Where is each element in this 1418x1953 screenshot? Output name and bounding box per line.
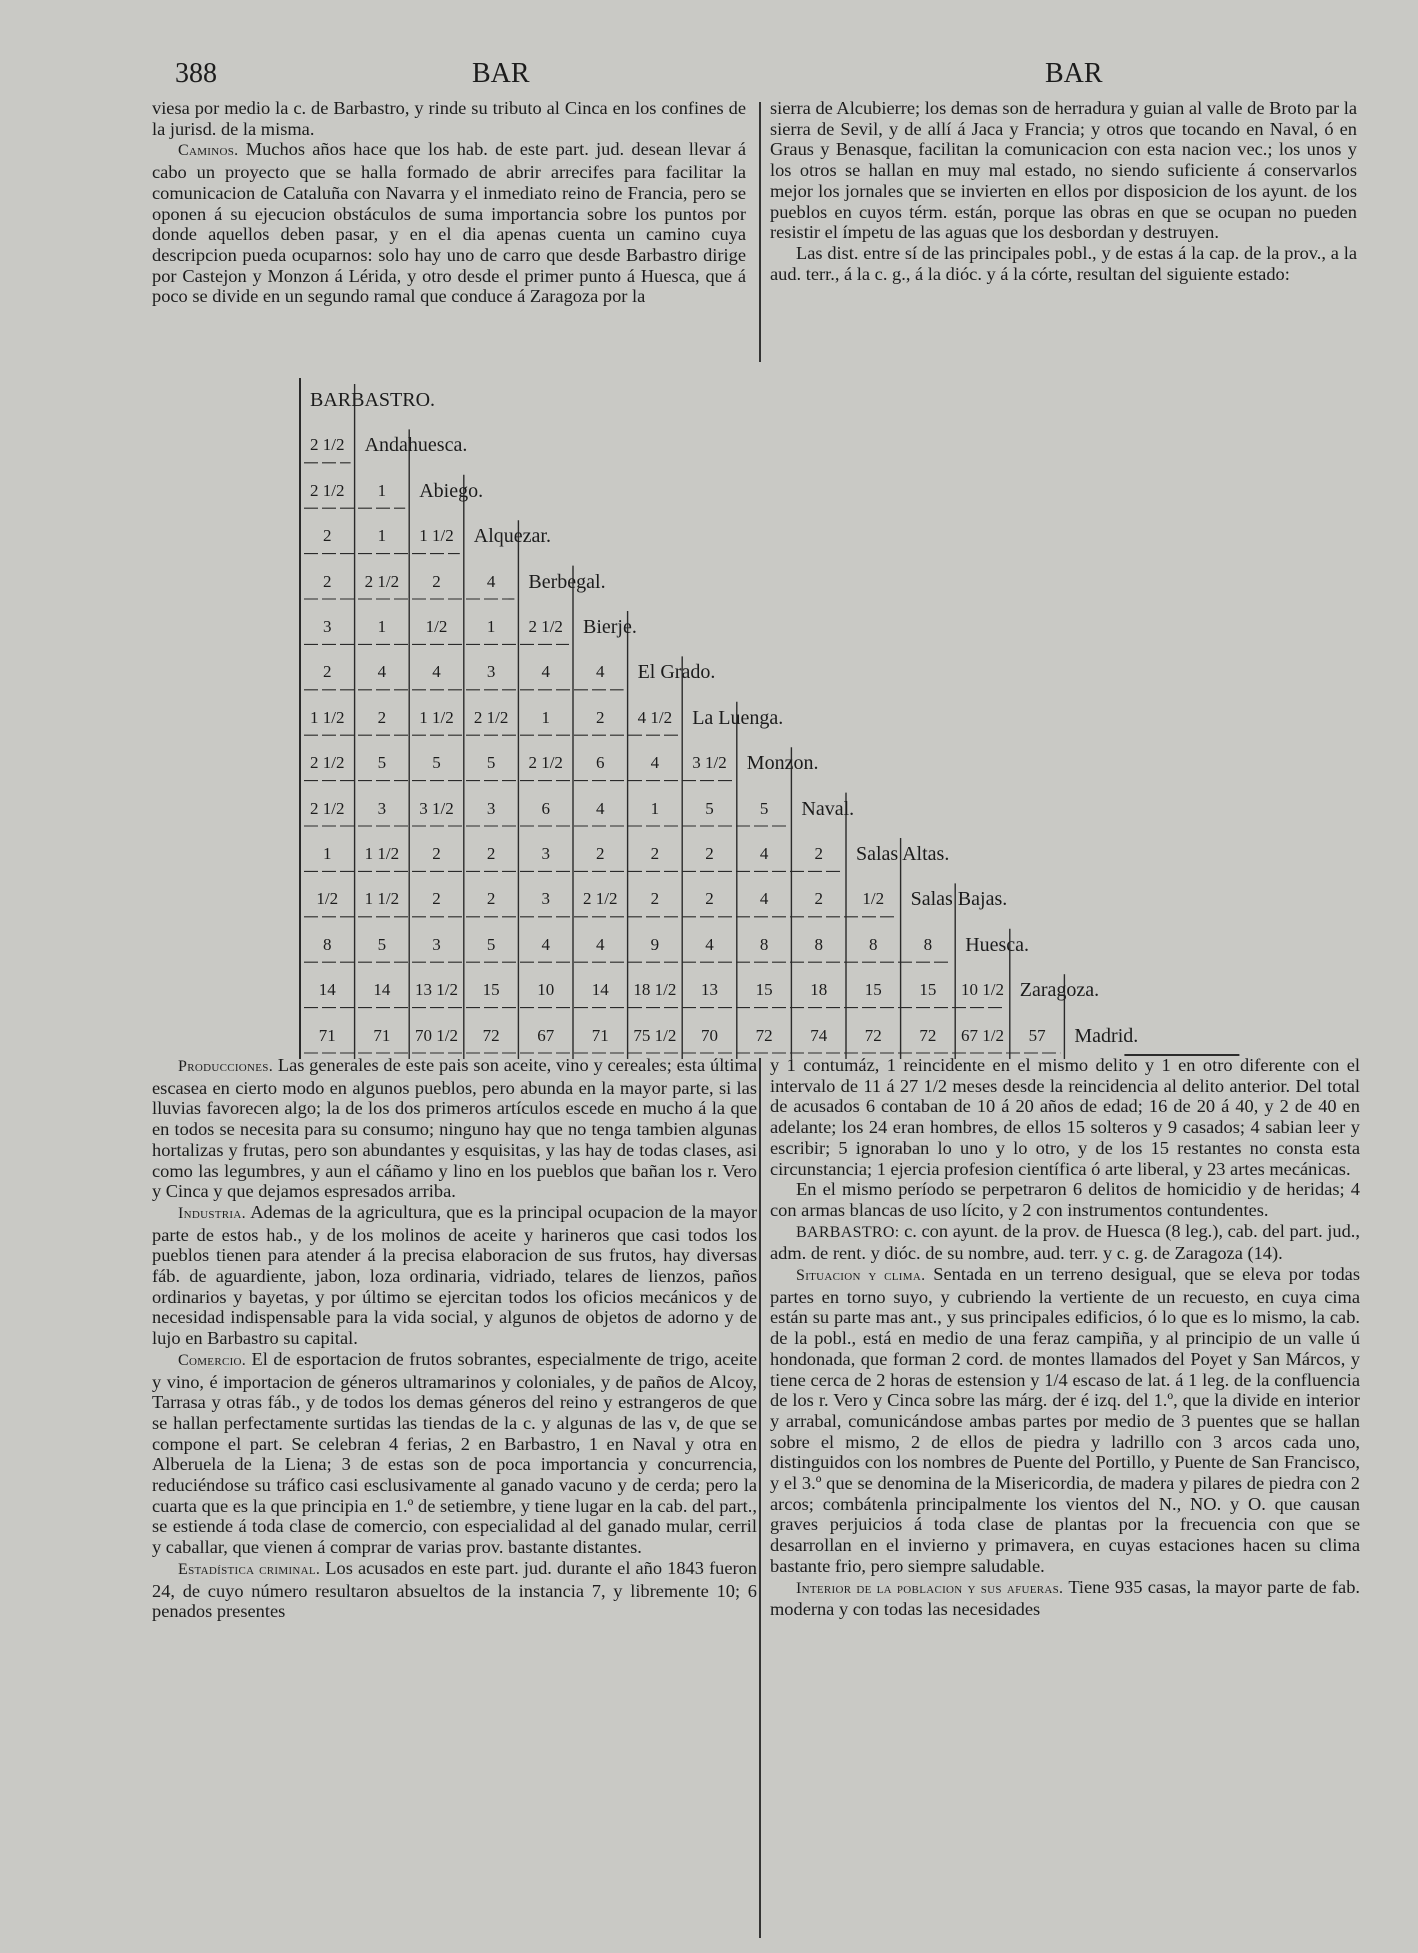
distance-cell: 2 (814, 844, 823, 863)
distance-cell: 15 (919, 980, 937, 1000)
distance-cell: 14 (373, 980, 391, 1000)
section-heading: Estadística criminal. (178, 1560, 321, 1578)
distance-cell: 6 (596, 753, 605, 773)
paragraph-text: Muchos años hace que los hab. de este part. jud. desean llevar á cabo un proyecto que se halla formado de abrir arrecifes para facilitar la comunicacion de Cataluña con Navarra y el inmediato reino de Francia, pero se oponen á su ejecucion obstáculos de suma importancia sobre los puntos por donde aquellos deben pasar, y en el dia apenas cuenta un camino cuya descripcion pueda ocuparnos: solo hay uno de carro que desde Barbastro dirige por Castejon y Monzon á Lérida, y otro desde el primer punto á Huesca, que á poco se divide en un segundo ramal que conduce á Zaragoza por la (152, 139, 746, 307)
distance-cell: 2 (650, 889, 660, 909)
distance-cell: 1 1/2 (364, 889, 400, 909)
distance-cell: 2 1/2 (528, 617, 563, 636)
distance-cell: 4 (596, 934, 605, 954)
distance-cell: 3 (432, 934, 441, 954)
text-column-3 (152, 1055, 757, 1622)
distance-cell: 2 1/2 (528, 753, 563, 773)
distance-cell: 8 (759, 934, 769, 954)
distance-cell: 72 (755, 1025, 773, 1045)
header-left-title: BAR (472, 58, 530, 89)
distance-cell: 1 (650, 798, 660, 818)
distance-cell: 75 1/2 (633, 1025, 677, 1045)
distance-cell: 2 1/2 (310, 480, 345, 500)
distance-cell: 2 (596, 707, 605, 727)
distance-cell: 4 (759, 844, 769, 863)
header-right-title: BAR (1045, 58, 1103, 89)
distance-cell: 4 (541, 934, 550, 954)
distance-cell: 4 (650, 753, 660, 773)
paragraph (770, 1179, 1360, 1220)
paragraph-text: Las generales de este pais son aceite, vino y cereales; esta última escasea en cierto modo en algunos pueblos, pero abunda en la mayor parte, si las lluvias favorecen algo; la de los dos primeros artículos escede en mucho á la que en todos se necesita para su consumo; ninguno hay que no tenga tambien algunas hortalizas y frutas, pero son abundantes y esquisitas, y las hay de todas clases, asi como las legumbres, y aun el cáñamo y lino en los pueblos que bañan los r. Vero y Cinca y que dejamos espresados arriba. (152, 1055, 757, 1202)
paragraph-text: c. con ayunt. de la prov. de Huesca (8 leg.), cab. del part. jud., adm. de rent. y dióc. de su nombre, aud. terr. y c. g. de Zaragoza (14). (770, 1220, 1360, 1264)
distance-cell: 5 (486, 753, 496, 773)
paragraph (152, 1202, 757, 1349)
distance-cell: 3 (377, 798, 387, 818)
distance-cell: 14 (591, 980, 609, 1000)
distance-cell: 8 (814, 934, 823, 954)
distance-cell: 18 1/2 (633, 980, 677, 1000)
distance-cell: 3 (486, 662, 496, 682)
town-label: Salas Bajas. (910, 888, 1008, 911)
distance-cell: 2 (323, 662, 332, 682)
distance-cell: 3 1/2 (692, 753, 727, 773)
distance-cell: 13 1/2 (414, 980, 458, 1000)
town-label: Huesca. (965, 933, 1030, 956)
section-heading: Caminos. (178, 142, 239, 160)
distance-cell: 3 1/2 (419, 798, 454, 818)
distance-cell: 15 (755, 980, 773, 1000)
section-heading: Comercio. (178, 1351, 247, 1369)
paragraph (152, 1055, 757, 1202)
town-label: Berbegal. (528, 570, 606, 593)
distance-cell: 71 (591, 1025, 609, 1045)
distance-cell: 1 (377, 617, 387, 636)
distance-cell: 4 (596, 798, 605, 818)
distance-cell: 2 (650, 844, 660, 863)
distance-cell: 1 (541, 707, 550, 727)
section-heading: Industria. (178, 1204, 246, 1222)
distance-cell: 2 (377, 707, 387, 727)
distance-cell: 2 (486, 889, 496, 909)
paragraph (770, 1221, 1360, 1264)
distance-cell: 2 1/2 (310, 435, 345, 455)
distance-cell: 3 (541, 844, 550, 863)
town-label: Abiego. (419, 479, 484, 502)
paragraph-text: viesa por medio la c. de Barbastro, y rinde su tributo al Cinca en los confines de la jurisd. de la misma. (152, 98, 746, 139)
paragraph-text: Las dist. entre sí de las principales pobl., y de estas á la cap. de la prov., a la aud. terr., á la c. g., á la dióc. y á la córte, resultan del siguiente estado: (770, 242, 1357, 284)
paragraph-text: Ademas de la agricultura, que es la principal ocupacion de la mayor parte de estos hab., y de los molinos de aceite y harineros que casi todos los pueblos tienen para atender á la precisa elaboracion de sus frutos, hay diversas fáb. de aguardiente, jabon, loza ordinaria, vidriado, telares de lienzos, paños ordinarios y bayetas, y por último se ejercitan todos los oficios mecánicos y de necesidad indispensable para la vida social, y algunos de objetos de adorno y de lujo en Barbastro su capital. (152, 1201, 757, 1349)
paragraph (770, 1577, 1360, 1620)
distance-cell: 2 (432, 889, 441, 909)
distance-cell: 8 (923, 934, 933, 954)
distance-cell: 5 (377, 753, 387, 773)
distance-cell: 4 (759, 889, 769, 909)
distance-cell: 4 (705, 934, 714, 954)
paragraph-text: El de esportacion de frutos sobrantes, especialmente de trigo, aceite y vino, é importacion de géneros ultramarinos y coloniales, y de paños de Alcoy, Tarrasa y otras fáb., y de todos los demas géneros del reino y estrangeros de que se hallan perfectamente surtidas las tiendas de la c. y algunas de las v, de que se compone el part. Se celebran 4 ferias, 2 en Barbastro, 1 en Naval y otra en Alberuela de la Liena; 3 de estas son de poca importancia y concurrencia, reduciéndose su tráfico casi esclusivamente al ganado vacuno y de cerda; pero la cuarta que es la que principia en 1.º de setiembre, y tiene lugar en la cab. del part., se estiende á toda clase de comercio, con especialidad al del ganado mular, cerril y caballar, que vienen á comprar de varias prov. bastante distantes. (152, 1348, 757, 1558)
distance-cell: 2 1/2 (310, 753, 345, 773)
distance-cell: 10 1/2 (960, 980, 1004, 1000)
town-label: Naval. (801, 797, 855, 820)
town-label: BARBASTRO. (310, 389, 436, 411)
distance-cell: 4 (432, 662, 441, 682)
distance-cell: 3 (541, 889, 550, 909)
paragraph-text: Los acusados en este part. jud. durante el año 1843 fueron 24, de cuyo número resultaron absueltos de la instancia 7, y libremente 10; 6 penados presentes (152, 1557, 757, 1622)
page-number: 388 (175, 58, 217, 89)
paragraph-text: Sentada en un terreno desigual, que se eleva por todas partes en torno suyo, y cubriendo la vertiente de un recuesto, en cuya cima están su parte mas ant., y sus principales edificios, ó lo que es lo mismo, la cab. de la pobl., está en medio de una feraz campiña, y al principio de un valle ú hondonada, que forman 2 cord. de montes llamados del Poyet y San Márcos, y tiene cerca de 2 horas de estension y 1/4 escaso de lat. á 1 leg. de la confluencia de los r. Vero y Cinca sobre las márg. der é izq. del 1.º, que la divide en interior y arrabal, comunicándose ambas partes por medio de 3 puentes que se hallan sobre el mismo, 2 de ellos de piedra y ladrillo con 3 arcos cada uno, distinguidos con los nombres de Puente del Portillo, y Puente de San Francisco, y el 3.º que se denomina de la Misericordia, de madera y pilares de piedra con 2 arcos; combátenla principalmente los vientos del N., NO. y O. que causan graves perjuicios á toda clase de plantas por la frecuencia con que se desarrollan en el invierno y primavera, en cuyas estaciones hacen su clima bastante frio, pero siempre saludable. (770, 1264, 1360, 1576)
distance-cell: 15 (482, 980, 500, 1000)
town-label: Salas Altas. (856, 843, 950, 865)
distance-cell: 70 1/2 (414, 1025, 458, 1045)
town-label: Monzon. (746, 752, 819, 775)
distance-cell: 4 1/2 (637, 707, 673, 727)
paragraph-text: sierra de Alcubierre; los demas son de herradura y guian al valle de Broto par la sierra de Sevil, y de allí á Jaca y Francia; y otros que tocando en Naval, ó en Graus y Benasque, facilitan la comunicacion con esta nacion vec.; los unos y los otros se hallan en muy mal estado, no siendo suficiente á conservarlos mejor los jornales que se invierten en ellos por disposicion de los ayunt. de los pueblos en cuyos térm. están, porque las obras en que se ocupan no pueden resistir el ímpetu de las aguas que los desbordan y destruyen. (770, 98, 1357, 243)
distance-cell: 1 (377, 526, 387, 546)
distance-cell: 3 (486, 798, 496, 818)
distance-cell: 2 1/2 (583, 889, 618, 909)
distance-cell: 67 1/2 (960, 1025, 1004, 1045)
distance-cell: 1 (486, 617, 496, 636)
distance-cell: 1 1/2 (310, 707, 345, 727)
distance-cell: 2 (323, 571, 332, 591)
distance-cell: 8 (869, 934, 878, 954)
distance-cell: 2 (814, 889, 823, 909)
distance-cell: 5 (432, 753, 441, 773)
distance-cell: 8 (323, 934, 332, 954)
distance-cell: 67 (537, 1025, 555, 1045)
distance-cell: 9 (650, 934, 660, 954)
section-heading: Situacion y clima. (796, 1267, 926, 1285)
distance-cell: 2 (323, 526, 332, 546)
distance-cell: 2 (705, 889, 714, 909)
town-label: Zaragoza. (1019, 979, 1100, 1002)
section-heading: Interior de la poblacion y sus afueras. (796, 1579, 1064, 1597)
distance-cell: 4 (541, 662, 550, 682)
distance-cell: 1 1/2 (419, 526, 454, 546)
distance-cell: 2 (432, 844, 441, 863)
distance-cell: 72 (919, 1025, 937, 1045)
distance-cell: 71 (373, 1025, 391, 1045)
distance-cell: 2 (705, 844, 714, 863)
distance-cell: 4 (486, 571, 496, 591)
distance-cell: 6 (541, 798, 550, 818)
section-heading: Producciones. (178, 1058, 274, 1075)
distance-cell: 2 1/2 (310, 798, 345, 818)
distance-cell: 74 (810, 1025, 828, 1045)
paragraph (152, 1558, 757, 1622)
town-label: La Luenga. (692, 706, 784, 729)
distance-cell: 4 (596, 662, 605, 682)
paragraph (770, 1264, 1360, 1577)
distance-cell: 13 (700, 980, 718, 1000)
distance-cell: 10 (537, 980, 555, 1000)
distance-cell: 5 (759, 798, 769, 818)
distance-cell: 4 (377, 662, 387, 682)
distance-cell: 1 1/2 (364, 844, 400, 863)
distance-cell: 1 (323, 844, 332, 863)
town-label: Madrid. (1074, 1024, 1139, 1047)
text-column-4 (770, 1055, 1360, 1620)
paragraph-text: Tiene 935 casas, la mayor parte de fab. moderna y con todas las necesidades (770, 1576, 1360, 1620)
town-label: Alquezar. (473, 525, 551, 548)
distance-cell: 72 (482, 1025, 500, 1045)
paragraph (152, 1349, 757, 1558)
section-heading: BARBASTRO: (796, 1223, 900, 1241)
distance-cell: 2 1/2 (364, 571, 400, 591)
distance-cell: 57 (1028, 1025, 1046, 1045)
distance-cell: 15 (864, 980, 882, 1000)
paragraph-text: En el mismo período se perpetraron 6 delitos de homicidio y de heridas; 4 con armas blancas de uso lícito, y 2 con instrumentos contundentes. (770, 1179, 1360, 1220)
distance-cell: 18 (810, 980, 828, 1000)
distance-cell: 1 (377, 480, 387, 500)
distance-cell: 2 (596, 844, 605, 863)
town-label: El Grado. (637, 661, 716, 684)
distance-cell: 5 (486, 934, 496, 954)
distance-cell: 1 1/2 (419, 707, 454, 727)
distance-cell: 1/2 (316, 889, 339, 909)
distance-cell: 70 (700, 1025, 718, 1045)
distance-cell: 1/2 (862, 889, 885, 909)
town-label: Andahuesca. (364, 434, 468, 457)
distance-cell: 14 (318, 980, 336, 1000)
paragraph-text: y 1 contumáz, 1 reincidente en el mismo delito y 1 en otro diferente con el intervalo de 11 á 27 1/2 meses desde la reincidencia al delito anterior. Del total de acusados 6 contaban de 10 á 20 años de edad; 16 de 20 á 40, y 2 de 40 en adelante; los 24 eran hombres, de ellos 15 solteros y 9 casados; 4 sabian leer y escribir; 5 ignoraban lo uno y lo otro, y de los 15 restantes no consta esta circunstancia; 1 ejercia profesion científica ó arte liberal, y 23 artes mecánicas. (770, 1055, 1360, 1179)
distance-cell: 3 (323, 617, 332, 636)
distance-cell: 72 (864, 1025, 882, 1045)
distance-cell: 2 (432, 571, 441, 591)
distance-cell: 2 1/2 (473, 707, 509, 727)
distance-cell: 71 (318, 1025, 336, 1045)
paragraph (770, 1055, 1360, 1179)
distance-cell: 5 (705, 798, 714, 818)
distance-cell: 5 (377, 934, 387, 954)
town-label: Bierje. (583, 616, 637, 638)
distance-cell: 1/2 (425, 617, 448, 636)
distance-cell: 2 (486, 844, 496, 863)
